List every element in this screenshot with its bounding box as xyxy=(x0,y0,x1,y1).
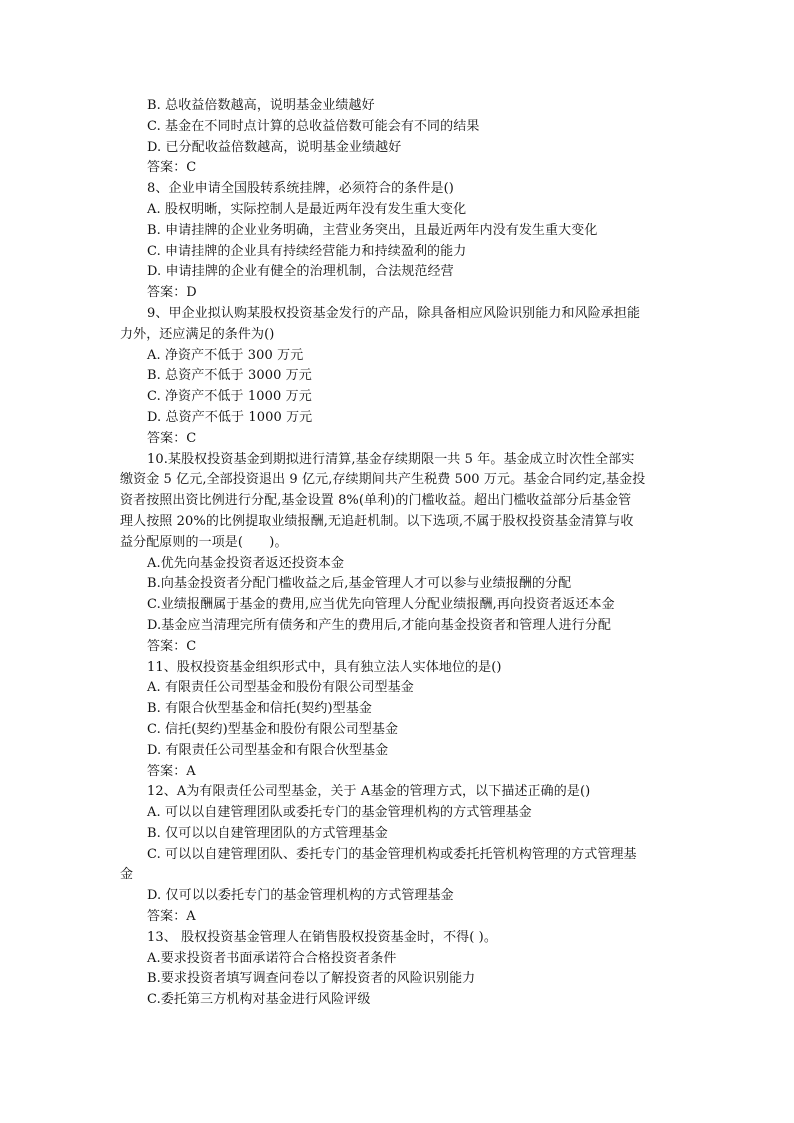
answer-line: 答案：A xyxy=(147,763,196,779)
option-line: A. 可以以自建管理团队或委托专门的基金管理机构的方式管理基金 xyxy=(147,805,532,821)
option-line: B. 仅可以以自建管理团队的方式管理基金 xyxy=(147,825,388,841)
option-line: A. 股权明晰，实际控制人是最近两年没有发生重大变化 xyxy=(147,201,467,217)
document-body xyxy=(120,96,680,1011)
option-line: D. 申请挂牌的企业有健全的治理机制，合法规范经营 xyxy=(147,264,454,280)
option-line: A.优先向基金投资者返还投资本金 xyxy=(147,555,345,571)
option-line: A.要求投资者书面承诺符合合格投资者条件 xyxy=(147,950,397,966)
option-line: D.基金应当清理完所有债务和产生的费用后,才能向基金投资者和管理人进行分配 xyxy=(147,617,611,633)
question-stem: 9、甲企业拟认购某股权投资基金发行的产品，除具备相应风险识别能力和风险承担能 xyxy=(147,305,641,321)
answer-line: 答案：A xyxy=(147,909,196,925)
option-line: D. 总资产不低于 1000 万元 xyxy=(147,409,313,425)
option-line: C. 申请挂牌的企业具有持续经营能力和持续盈利的能力 xyxy=(147,243,467,259)
option-line: B. 申请挂牌的企业业务明确，主营业务突出，且最近两年内没有发生重大变化 xyxy=(147,222,598,238)
question-stem: 13、 股权投资基金管理人在销售股权投资基金时，不得( )。 xyxy=(147,929,497,945)
option-line: B.要求投资者填写调查问卷以了解投资者的风险识别能力 xyxy=(147,971,476,987)
option-line: B.向基金投资者分配门槛收益之后,基金管理人才可以参与业绩报酬的分配 xyxy=(147,576,572,592)
option-line: B. 总资产不低于 3000 万元 xyxy=(147,368,312,384)
question-stem-continuation: 力外，还应满足的条件为() xyxy=(120,326,275,342)
option-line: D. 仅可以以委托专门的基金管理机构的方式管理基金 xyxy=(147,888,454,904)
answer-line: 答案：C xyxy=(147,638,197,654)
option-line: A. 有限责任公司型基金和股份有限公司型基金 xyxy=(147,680,414,696)
question-stem: 12、A为有限责任公司型基金，关于 A基金的管理方式，以下描述正确的是() xyxy=(147,784,591,800)
question-stem: 11、股权投资基金组织形式中，具有独立法人实体地位的是() xyxy=(147,659,502,675)
option-line: C.委托第三方机构对基金进行风险评级 xyxy=(147,992,371,1008)
option-line: C. 信托(契约)型基金和股份有限公司型基金 xyxy=(147,721,399,737)
option-line: B. 有限合伙型基金和信托(契约)型基金 xyxy=(147,701,372,717)
option-line: D. 已分配收益倍数越高，说明基金业绩越好 xyxy=(147,139,402,155)
answer-line: 答案：C xyxy=(147,160,197,176)
option-line: C. 基金在不同时点计算的总收益倍数可能会有不同的结果 xyxy=(147,118,480,134)
option-line: D. 有限责任公司型基金和有限合伙型基金 xyxy=(147,742,389,758)
question-stem: 8、企业申请全国股转系统挂牌，必须符合的条件是() xyxy=(147,181,454,197)
option-line: C. 净资产不低于 1000 万元 xyxy=(147,389,312,405)
option-line: B. 总收益倍数越高，说明基金业绩越好 xyxy=(147,98,375,113)
answer-line: 答案：D xyxy=(147,285,197,301)
option-line: A. 净资产不低于 300 万元 xyxy=(147,347,304,363)
question-stem-continuation: 金 xyxy=(120,867,134,883)
answer-line: 答案：C xyxy=(147,430,197,446)
question-stem-continuation: 理人按照 20%的比例提取业绩报酬,无追赶机制。以下选项,不属于股权投资基金清算与收 xyxy=(120,513,634,529)
option-line: C.业绩报酬属于基金的费用,应当优先向管理人分配业绩报酬,再向投资者返还本金 xyxy=(147,597,615,613)
question-stem-continuation: 益分配原则的一项是( )。 xyxy=(120,534,288,550)
question-stem-continuation: 资者按照出资比例进行分配,基金设置 8%(单利)的门槛收益。超出门槛收益部分后基金管 xyxy=(120,493,632,509)
question-stem: 10.某股权投资基金到期拟进行清算,基金存续期限一共 5 年。基金成立时次性全部实 xyxy=(147,451,635,467)
question-stem-continuation: 缴资金 5 亿元,全部投资退出 9 亿元,存续期间共产生税费 500 万元。基金合同约定,基金投 xyxy=(120,472,646,488)
option-line: C. 可以以自建管理团队、委托专门的基金管理机构或委托托管机构管理的方式管理基 xyxy=(147,846,637,862)
